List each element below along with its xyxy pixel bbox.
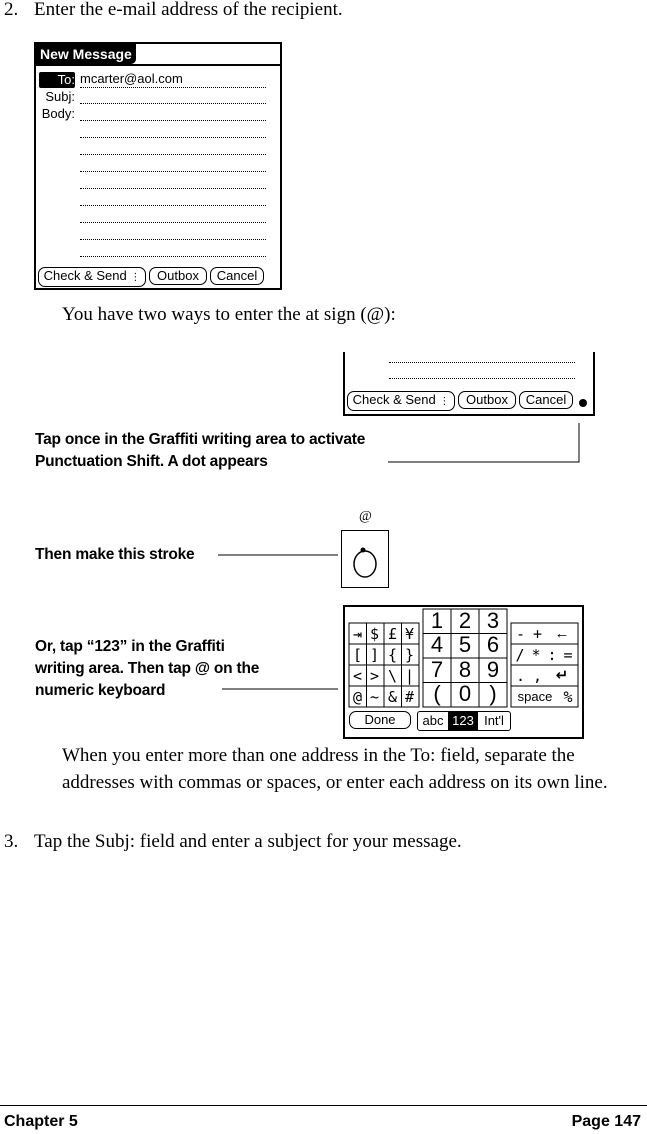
digit-key[interactable]: 0 [458,681,472,706]
cancel-button[interactable]: Cancel [210,267,264,285]
kb-key[interactable]: \ [387,667,398,685]
digit-key[interactable]: 1 [430,608,444,633]
kb-key[interactable]: < [352,667,363,685]
kb-key[interactable]: + [532,625,543,643]
kb-key[interactable]: > [369,667,380,685]
cancel-button[interactable]: Cancel [519,391,573,409]
at-key[interactable]: @ [352,688,363,706]
screen-title: New Message [36,44,136,64]
graffiti-stroke-box [341,530,389,588]
digit-key[interactable]: 9 [486,657,500,682]
kb-key[interactable]: $ [369,625,380,643]
multi-address-note: When you enter more than one address in the To: field, separate the addresses with commas or spaces, or enter each address on its own line. [62,745,608,793]
kb-key[interactable]: ~ [369,688,380,706]
kb-key[interactable]: [ [352,646,363,664]
dropdown-icon: ⋮ [130,272,141,283]
digit-key[interactable]: 7 [430,657,444,682]
subj-label: Subj: [45,89,75,104]
dropdown-icon: ⋮ [439,396,450,407]
to-field[interactable]: mcarter@aol.com [80,71,183,86]
kb-key[interactable]: * [531,646,541,664]
at-symbol-label: @ [359,509,372,524]
numeric-keyboard-screen [343,605,584,739]
digit-key[interactable]: 5 [458,632,472,657]
kb-key[interactable]: - [515,625,526,643]
step-number: 3. [4,831,19,852]
outbox-button[interactable]: Outbox [458,391,516,409]
digit-key[interactable]: ) [489,681,497,706]
callout-make-stroke: Then make this stroke [35,546,195,563]
kb-key[interactable]: | [404,667,415,685]
digit-key[interactable]: 2 [458,608,472,633]
return-key[interactable]: ↵ [555,667,569,684]
check-send-label: Check & Send [43,268,127,283]
digit-key[interactable]: 8 [458,657,472,682]
step-number: 2. [4,0,19,20]
kb-key[interactable]: % [563,688,573,706]
check-send-label: Check & Send [352,392,436,407]
outbox-button[interactable]: Outbox [149,267,207,285]
done-button[interactable]: Done [349,711,411,729]
callout-punctuation-shift: Tap once in the Graffiti writing area to activate Punctuation Shift. A dot appears [35,431,366,470]
step-text: Tap the Subj: field and enter a subject for your message. [34,831,462,852]
keyboard-mode-switch [417,711,511,731]
kb-key[interactable]: ¥ [404,625,415,643]
digit-key[interactable]: 4 [430,632,444,657]
kb-key[interactable]: & [387,688,398,706]
kb-key[interactable]: # [404,688,415,706]
kb-key[interactable]: } [404,646,415,664]
step-text: Enter the e-mail address of the recipient. [34,0,343,20]
body-label: Body: [41,106,75,121]
digit-key[interactable]: 3 [486,608,500,633]
num-tab[interactable]: 123 [448,712,478,730]
kb-key[interactable]: . [515,667,526,685]
kb-key[interactable]: ⇥ [352,625,363,643]
at-sign-intro: You have two ways to enter the at sign (@): [62,304,396,325]
footer-rule [0,1105,647,1106]
kb-key[interactable]: , [532,667,543,685]
kb-key[interactable]: / [515,646,525,664]
to-label[interactable]: To: [39,72,75,88]
footer-chapter: Chapter 5 [4,1113,78,1130]
at-stroke-icon [342,531,388,587]
kb-key[interactable]: : [547,646,557,664]
abc-tab[interactable]: abc [422,713,444,728]
digit-key[interactable]: ( [433,681,441,706]
digit-key[interactable]: 6 [486,632,500,657]
kb-key[interactable]: { [387,646,398,664]
kb-key[interactable]: £ [387,625,398,643]
callout-numeric-keyboard: Or, tap “123” in the Graffiti writing area. Then tap @ on the numeric keyboard [35,638,260,699]
intl-tab[interactable]: Int'l [484,713,504,728]
backspace-key[interactable]: ← [554,625,570,642]
space-key[interactable]: space [517,689,553,704]
footer-page: Page 147 [571,1113,641,1130]
kb-key[interactable]: = [563,646,573,664]
kb-key[interactable]: ] [369,646,380,664]
